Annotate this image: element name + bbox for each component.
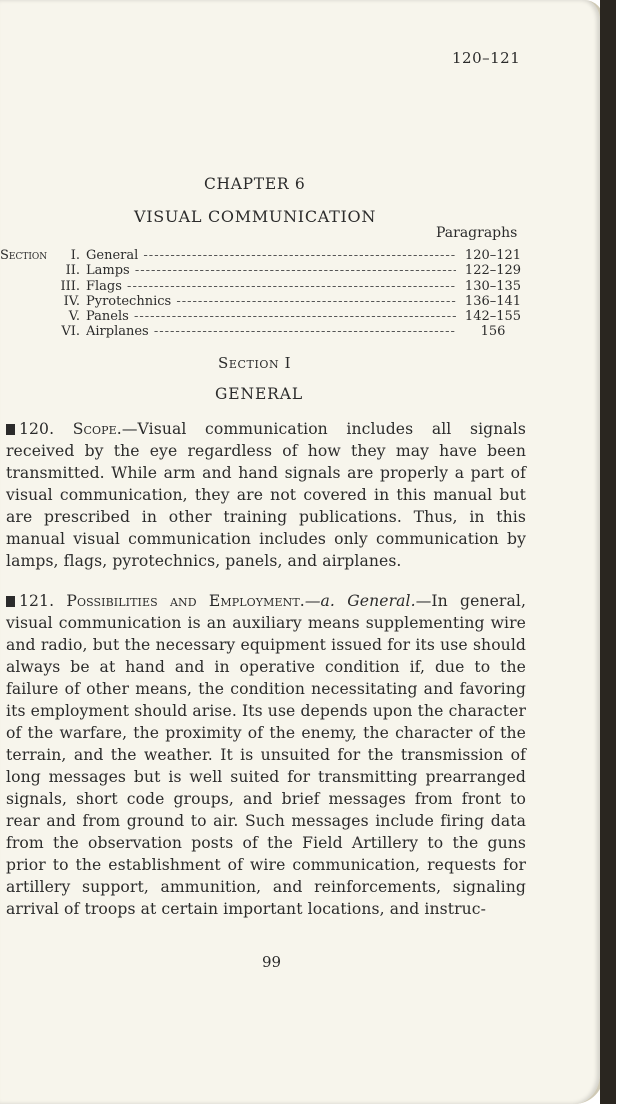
contents-numeral: I.	[70, 248, 80, 263]
contents-label: Lamps -----	[86, 263, 456, 278]
book-binding-edge	[600, 0, 616, 1104]
contents-range: 156	[480, 324, 506, 340]
page-reference: 120–121	[452, 49, 521, 67]
contents-range: 120–121	[464, 248, 522, 263]
contents-row	[0, 248, 525, 263]
page-number: 99	[262, 953, 282, 971]
contents-label: Panels -----	[86, 309, 456, 324]
chapter-title: VISUAL COMMUNICATION	[134, 207, 377, 226]
contents-row	[0, 263, 525, 278]
chapter-number: CHAPTER 6	[204, 175, 306, 193]
contents-label: Flags -----	[86, 279, 456, 294]
contents-range: 122–129	[464, 263, 522, 279]
paragraph-number: 121.	[19, 592, 55, 610]
paragraphs-column-heading: Paragraphs	[436, 225, 518, 241]
section-title: GENERAL	[215, 385, 304, 403]
contents-range: 136–141	[464, 293, 522, 309]
contents-row	[0, 309, 525, 324]
section-contents-table	[0, 248, 525, 340]
paragraph-body: —Visual communication includes all signals received by the eye regardless of how they may have been transmitted. While arm and hand signals are properly a part of visual communication, they are not covered in this manual but are prescribed in other training publications. Thus, in this manual visual communication includes only communication by lamps, flags, pyrotechnics, panels, and airplanes.	[6, 420, 526, 570]
contents-row	[0, 324, 525, 339]
paragraph-number: 120.	[19, 420, 55, 438]
contents-label: General -----	[86, 248, 456, 263]
contents-numeral: III.	[60, 278, 80, 294]
contents-numeral: II.	[65, 263, 80, 279]
paragraph-120	[6, 418, 526, 572]
contents-section-word: Section	[0, 248, 48, 263]
contents-range: 130–135	[464, 278, 522, 294]
section-number: Section I	[218, 354, 292, 372]
contents-row	[0, 279, 525, 294]
scan-margin	[0, 1104, 618, 1116]
subparagraph-letter: —a.	[304, 592, 335, 610]
subparagraph-heading: General.	[347, 592, 416, 610]
paragraph-heading: Possibilities and Employment.	[66, 592, 305, 610]
contents-numeral: IV.	[63, 293, 80, 309]
contents-label: Pyrotechnics -----	[86, 294, 456, 309]
paragraph-heading: Scope.	[72, 420, 122, 438]
paragraph-121	[6, 590, 526, 920]
contents-row	[0, 294, 525, 309]
contents-numeral: V.	[68, 309, 80, 325]
paragraph-body: —In general, visual communication is an auxiliary means supplementing wire and radio, but the necessary equipment issued for its use should always be at hand and in operative condition if, due to the failure of other means, the condition necessitating and favoring its employment should arise. Its use depends upon the character of the warfare, the proximity of the enemy, the character of the terrain, and the weather. It is unsuited for the transmission of long messages but is well suited for transmitting prearranged signals, short code groups, and brief messages from front to rear and from ground to air. Such messages include firing data from the observation posts of the Field Artillery to the guns prior to the establishment of wire communication, requests for artillery support, ammunition, and reinforcements, signaling arrival of troops at certain important locations, and instruc-	[6, 592, 527, 918]
contents-range: 142–155	[464, 309, 522, 325]
contents-numeral: VI.	[61, 324, 80, 340]
contents-label: Airplanes -----	[86, 324, 456, 339]
paragraph-marker-icon	[6, 424, 15, 435]
paragraph-marker-icon	[6, 596, 15, 607]
